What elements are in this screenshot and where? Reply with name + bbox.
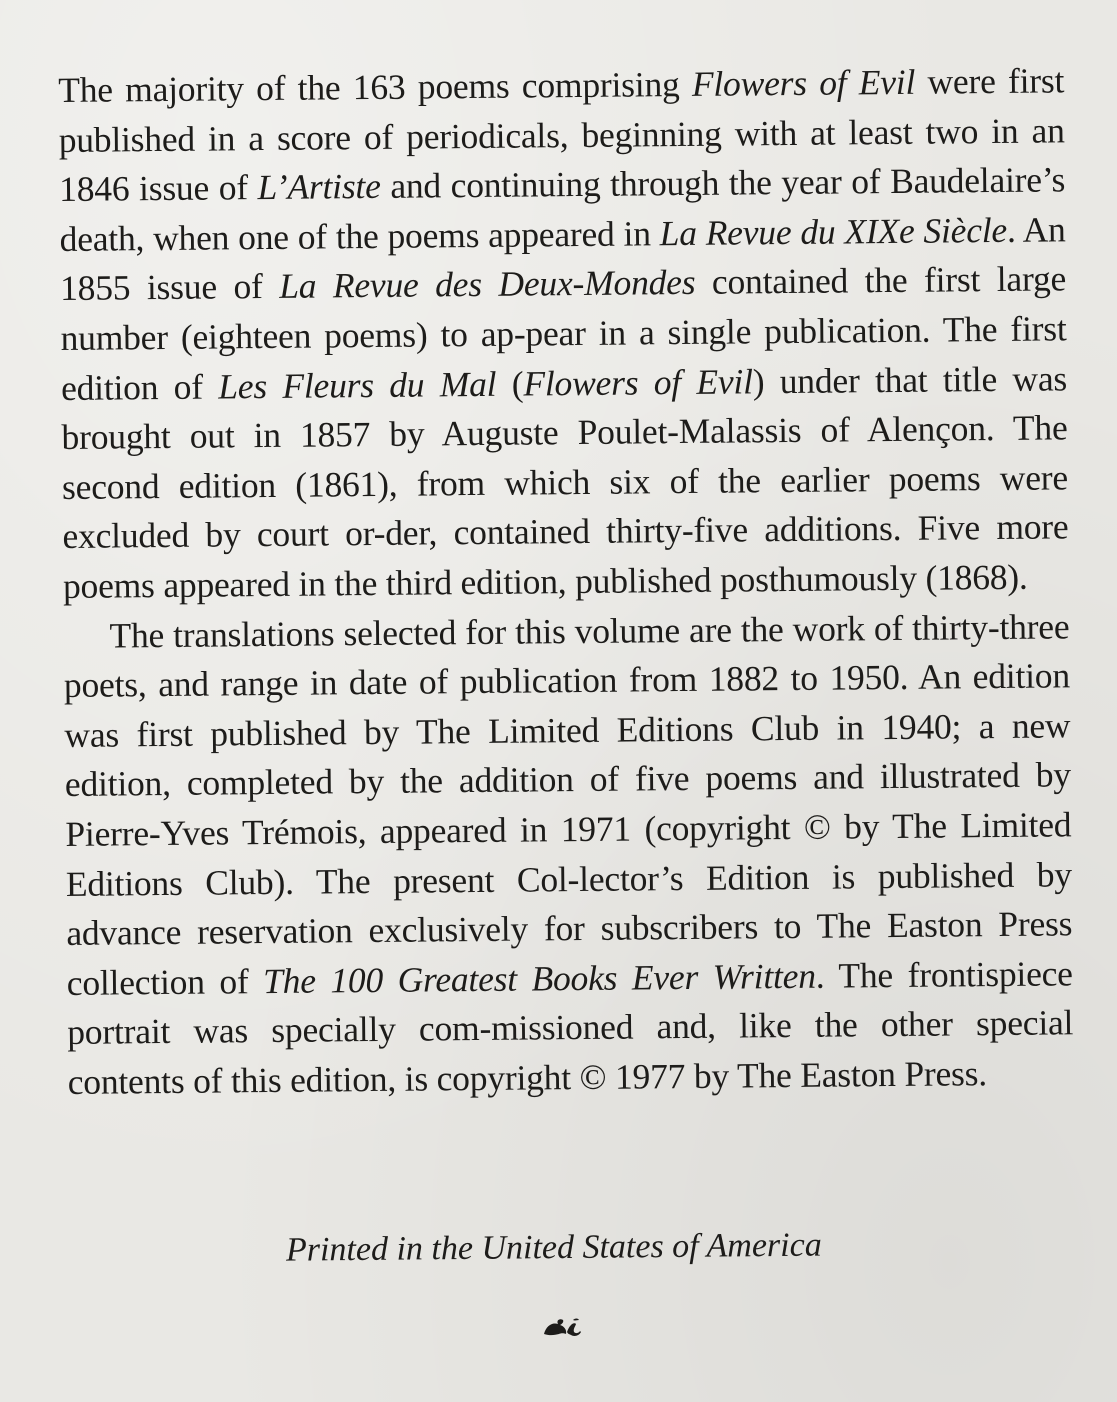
text-run: ) under that title was brought out in 1857 by Auguste Poulet-Malassis of Alençon. The second edition (1861), from which six of the earlier poems were excluded by court or-der, contained thirty-five additions. Five more poems appeared in the third edition, published posthumously (1868).	[61, 357, 1069, 606]
text-run: (	[496, 363, 524, 404]
text-run: . The frontispiece portrait was specially com-missioned and, like the other special contents of this edition, is copyright © 1977 by The Easton Press.	[67, 952, 1074, 1102]
text-run: were first published in a score of periodicals, beginning with at least two in an 1846 issue of	[58, 60, 1065, 210]
book-title-italic: Les Fleurs du Mal	[218, 363, 497, 407]
periodical-title-italic: La Revue du XIXe Siècle	[659, 209, 1008, 254]
periodical-title-italic: L’Artiste	[257, 166, 381, 208]
text-run: contained the first large number (eighteen poems) to ap-pear in a single publication. The first edition of	[60, 258, 1067, 408]
text-run: The translations selected for this volume are the work of thirty-three poets, and range in date of publication from 1882 to 1950. An edition was first published by The Limited Editions Club in 1940; a new edition, completed by the addition of five poems and illustrated by Pierre-Yves Trémois, appeared in 1971 (copyright © by The Limited Editions Club). The present Col-lector’s Edition is published by advance reservation exclusively for subscribers to The Easton Press collection of	[63, 605, 1073, 1003]
text-run: . An 1855 issue of	[59, 209, 1066, 309]
paragraph-edition-notes	[63, 602, 1074, 1108]
book-title-italic: Flowers of Evil	[691, 61, 916, 104]
text-run: The majority of the 163 poems comprising	[58, 63, 693, 110]
collection-title-italic: The 100 Greatest Books Ever Written	[262, 955, 816, 1001]
colophon-text	[58, 56, 1074, 1107]
book-title-italic: Flowers of Evil	[523, 360, 753, 404]
periodical-title-italic: La Revue des Deux-Mondes	[279, 262, 696, 307]
text-run: and continuing through the year of Baudelaire’s death, when one of the poems appeared in	[59, 159, 1066, 259]
printed-in-line: Printed in the United States of America	[285, 1226, 822, 1269]
publisher-device-icon	[540, 1312, 584, 1342]
paragraph-publication-history	[58, 56, 1069, 611]
